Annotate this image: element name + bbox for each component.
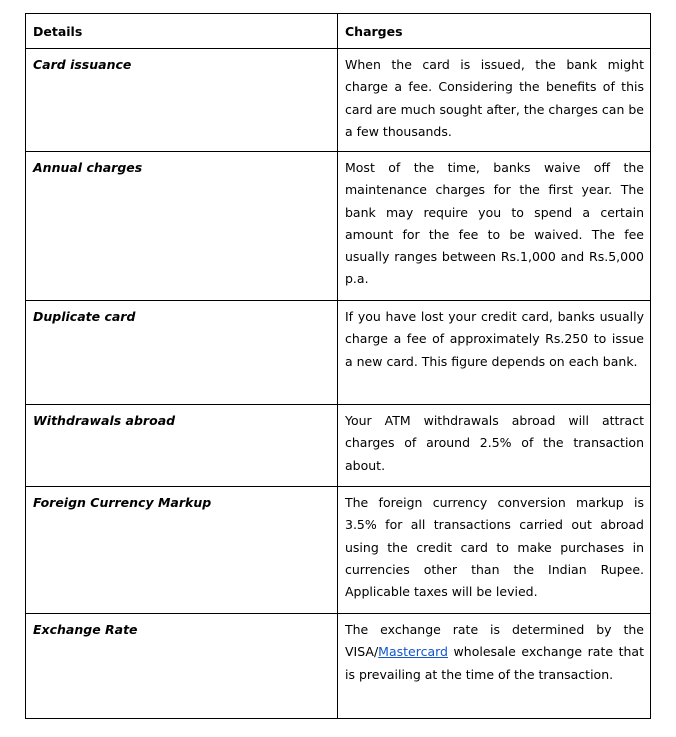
detail-cell-exchange-rate: Exchange Rate <box>26 614 338 719</box>
table-row <box>26 487 651 614</box>
charge-cell-card-issuance: When the card is issued, the bank might charge a fee. Considering the benefits of this card are much sought after, the charges can be a few thousands. <box>338 49 651 152</box>
detail-cell-duplicate-card: Duplicate card <box>26 301 338 405</box>
table-row <box>26 152 651 301</box>
charge-cell-annual-charges: Most of the time, banks waive off the maintenance charges for the first year. The bank may require you to spend a certain amount for the fee to be waived. The fee usually ranges between Rs.1,000 and Rs.5,000 p.a. <box>338 152 651 301</box>
detail-cell-annual-charges: Annual charges <box>26 152 338 301</box>
table-row <box>26 49 651 152</box>
exchange-rate-text-before: The exchange rate is determined by the VISA/ <box>345 622 644 660</box>
table-header-row <box>26 14 651 49</box>
detail-cell-card-issuance: Card issuance <box>26 49 338 152</box>
exchange-rate-text-after: wholesale exchange rate that is prevailing at the time of the transaction. <box>345 644 644 682</box>
charge-cell-withdrawals-abroad: Your ATM withdrawals abroad will attract charges of around 2.5% of the transaction about. <box>338 405 651 487</box>
charge-cell-foreign-currency-markup: The foreign currency conversion markup is 3.5% for all transactions carried out abroad using the credit card to make purchases in currencies other than the Indian Rupee. Applicable taxes will be levied. <box>338 487 651 614</box>
table-row <box>26 301 651 405</box>
table-row <box>26 614 651 719</box>
charges-table <box>25 13 651 719</box>
detail-cell-foreign-currency-markup: Foreign Currency Markup <box>26 487 338 614</box>
charges-column-header: Charges <box>338 14 651 49</box>
charge-cell-exchange-rate <box>338 614 651 719</box>
details-column-header: Details <box>26 14 338 49</box>
table-row <box>26 405 651 487</box>
detail-cell-withdrawals-abroad: Withdrawals abroad <box>26 405 338 487</box>
charge-cell-duplicate-card: If you have lost your credit card, banks usually charge a fee of approximately Rs.250 to issue a new card. This figure depends on each bank. <box>338 301 651 405</box>
mastercard-link[interactable]: Mastercard <box>378 644 448 660</box>
